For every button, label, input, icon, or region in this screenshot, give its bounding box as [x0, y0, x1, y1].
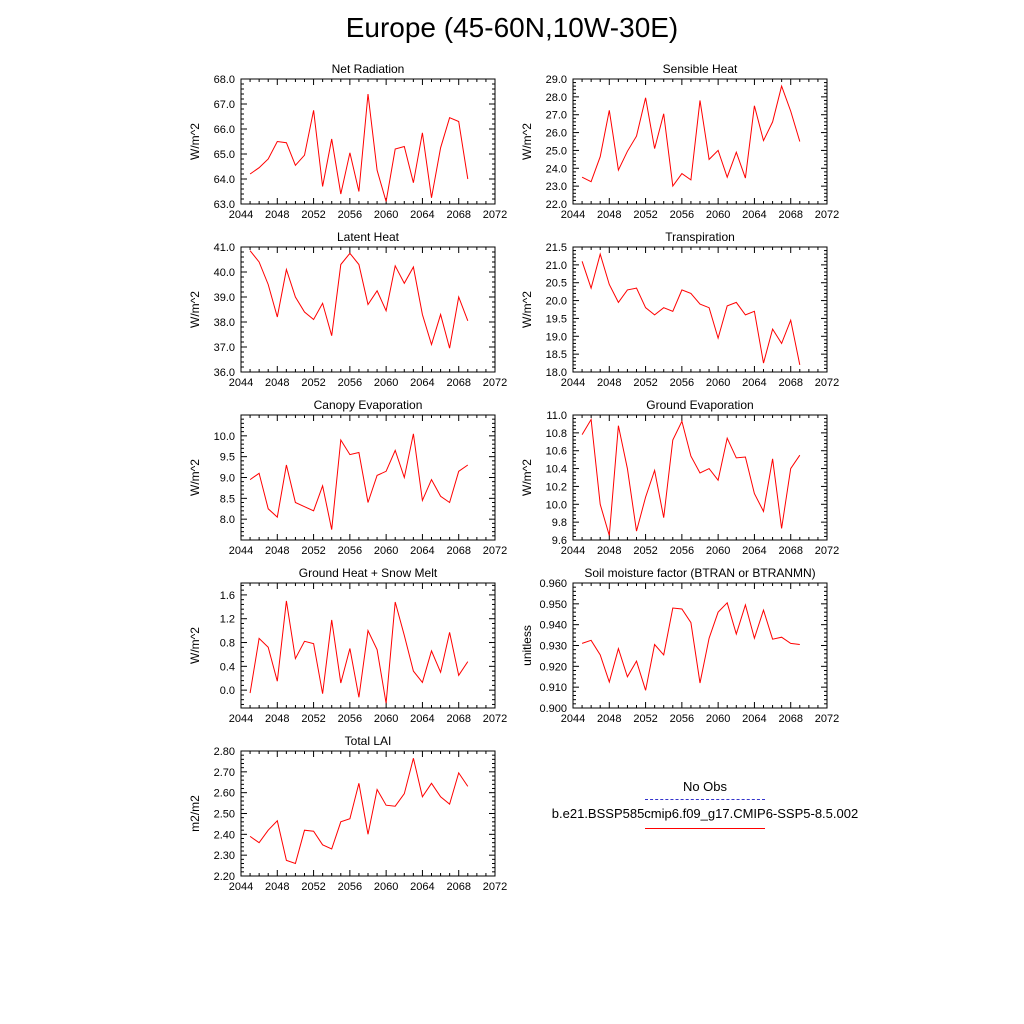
legend-model-label: b.e21.BSSP585cmip6.f09_g17.CMIP6-SSP5-8.5.002 [551, 806, 859, 821]
x-tick-label: 2048 [265, 545, 290, 557]
y-tick-label: 29.0 [545, 74, 567, 86]
x-tick-label: 2068 [778, 377, 803, 389]
x-tick-label: 2044 [228, 881, 254, 893]
figure-title: Europe (45-60N,10W-30E) [345, 12, 679, 43]
y-tick-label: 23.0 [545, 181, 567, 194]
chart-title: Net Radiation [331, 62, 405, 76]
y-tick-label: 0.8 [219, 637, 235, 650]
plot-frame [573, 247, 827, 372]
y-tick-label: 40.0 [213, 267, 235, 279]
y-tick-label: 67.0 [213, 99, 235, 111]
series-line-1 [250, 251, 468, 349]
chart-title: Soil moisture factor (BTRAN or BTRANMN) [584, 566, 816, 580]
y-tick-label: 8.5 [219, 493, 235, 506]
x-tick-label: 2056 [669, 209, 695, 221]
legend-obs-label: No Obs [682, 779, 728, 794]
x-tick-label: 2044 [560, 377, 586, 389]
x-tick-label: 2044 [560, 713, 586, 725]
x-tick-label: 2056 [337, 209, 363, 221]
y-axis-label: W/m^2 [188, 627, 202, 664]
x-tick-label: 2060 [373, 377, 399, 389]
y-tick-label: 9.0 [219, 472, 235, 485]
x-tick-label: 2044 [228, 713, 254, 725]
chart-title: Transpiration [665, 230, 735, 244]
y-tick-label: 8.0 [219, 514, 235, 527]
legend-model-line [645, 828, 765, 829]
y-tick-label: 37.0 [213, 342, 235, 354]
x-tick-label: 2048 [265, 209, 290, 221]
series-line-1 [582, 254, 800, 365]
x-tick-label: 2044 [228, 377, 254, 389]
x-tick-label: 2048 [265, 377, 290, 389]
y-tick-label: 20.0 [545, 295, 567, 308]
x-tick-label: 2052 [633, 209, 658, 221]
y-tick-label: 26.0 [545, 127, 567, 140]
x-tick-label: 2068 [778, 545, 803, 557]
x-tick-label: 2064 [742, 377, 767, 389]
x-tick-label: 2064 [742, 545, 767, 557]
y-tick-label: 1.2 [219, 613, 235, 626]
x-tick-label: 2064 [742, 209, 767, 221]
y-tick-label: 21.5 [545, 242, 567, 254]
y-axis-label: unitless [520, 625, 534, 666]
y-tick-label: 0.4 [219, 661, 235, 674]
y-axis-label: W/m^2 [188, 291, 202, 328]
y-tick-label: 10.8 [545, 427, 567, 440]
x-tick-label: 2056 [337, 377, 363, 389]
chart-panel-8 [520, 566, 839, 725]
x-tick-label: 2052 [301, 881, 326, 893]
y-tick-label: 10.0 [213, 430, 235, 443]
x-tick-label: 2056 [337, 545, 363, 557]
x-tick-label: 2056 [669, 545, 695, 557]
y-tick-label: 0.930 [539, 640, 567, 653]
x-tick-label: 2068 [778, 209, 803, 221]
x-tick-label: 2052 [301, 713, 326, 725]
y-tick-label: 39.0 [213, 292, 235, 304]
chart-title: Total LAI [344, 734, 392, 748]
y-tick-label: 65.0 [213, 149, 235, 161]
y-tick-label: 2.80 [213, 746, 235, 758]
chart-title: Ground Evaporation [646, 398, 754, 412]
y-tick-label: 19.0 [545, 331, 567, 344]
y-tick-label: 10.0 [545, 499, 567, 512]
x-tick-label: 2060 [705, 713, 731, 725]
y-tick-label: 41.0 [213, 242, 235, 254]
chart-panel-3 [188, 230, 507, 389]
y-tick-label: 2.40 [213, 829, 235, 842]
y-tick-label: 27.0 [545, 109, 567, 122]
series-line-1 [582, 420, 800, 536]
y-tick-label: 20.5 [545, 277, 567, 290]
x-tick-label: 2060 [705, 545, 731, 557]
y-tick-label: 25.0 [545, 145, 567, 158]
x-tick-label: 2072 [814, 545, 840, 557]
x-tick-label: 2060 [705, 209, 731, 221]
y-tick-label: 9.6 [551, 535, 567, 547]
x-tick-label: 2056 [337, 713, 363, 725]
x-tick-label: 2048 [597, 545, 622, 557]
chart-panel-4 [520, 230, 839, 389]
x-tick-label: 2052 [633, 713, 658, 725]
x-tick-label: 2044 [560, 545, 586, 557]
y-tick-label: 2.50 [213, 808, 235, 821]
chart-panel-5 [188, 398, 507, 557]
y-tick-label: 9.5 [219, 451, 235, 464]
x-tick-label: 2072 [482, 209, 508, 221]
y-tick-label: 0.920 [539, 661, 567, 674]
x-tick-label: 2048 [265, 881, 290, 893]
x-tick-label: 2044 [560, 209, 586, 221]
x-tick-label: 2072 [814, 377, 840, 389]
x-tick-label: 2060 [373, 545, 399, 557]
x-tick-label: 2056 [337, 881, 363, 893]
series-line-1 [582, 86, 800, 186]
x-tick-label: 2060 [705, 377, 731, 389]
chart-panel-1 [188, 62, 507, 221]
plot-frame [573, 583, 827, 708]
plot-frame [241, 751, 495, 876]
y-tick-label: 9.8 [551, 517, 567, 530]
series-line-1 [250, 758, 468, 863]
y-tick-label: 18.0 [545, 367, 567, 379]
x-tick-label: 2052 [633, 377, 658, 389]
y-tick-label: 10.6 [545, 445, 567, 458]
x-tick-label: 2044 [228, 545, 254, 557]
x-tick-label: 2064 [410, 377, 435, 389]
y-tick-label: 0.0 [219, 685, 235, 698]
x-tick-label: 2056 [669, 377, 695, 389]
x-tick-label: 2072 [482, 377, 508, 389]
chart-title: Canopy Evaporation [313, 398, 423, 412]
y-tick-label: 19.5 [545, 313, 567, 326]
x-tick-label: 2048 [265, 713, 290, 725]
x-tick-label: 2060 [373, 713, 399, 725]
series-line-1 [250, 601, 468, 703]
chart-panel-6 [520, 398, 839, 557]
series-line-1 [250, 434, 468, 530]
y-tick-label: 38.0 [213, 317, 235, 329]
y-tick-label: 24.0 [545, 163, 567, 176]
y-tick-label: 0.910 [539, 682, 567, 695]
chart-title: Sensible Heat [662, 62, 738, 76]
x-tick-label: 2052 [301, 209, 326, 221]
y-tick-label: 63.0 [213, 199, 235, 211]
x-tick-label: 2064 [742, 713, 767, 725]
y-tick-label: 2.70 [213, 766, 235, 779]
legend-obs-line [645, 799, 765, 800]
x-tick-label: 2064 [410, 881, 435, 893]
y-axis-label: W/m^2 [520, 123, 534, 160]
y-tick-label: 28.0 [545, 91, 567, 104]
x-tick-label: 2072 [482, 881, 508, 893]
x-tick-label: 2052 [301, 545, 326, 557]
x-tick-label: 2068 [446, 377, 471, 389]
x-tick-label: 2064 [410, 545, 435, 557]
x-tick-label: 2072 [482, 545, 508, 557]
series-line-1 [582, 603, 800, 691]
x-tick-label: 2072 [814, 209, 840, 221]
y-tick-label: 21.0 [545, 259, 567, 272]
y-tick-label: 1.6 [219, 589, 235, 602]
y-tick-label: 0.960 [539, 578, 567, 590]
x-tick-label: 2068 [446, 209, 471, 221]
legend [530, 778, 880, 829]
y-tick-label: 0.950 [539, 598, 567, 611]
y-tick-label: 68.0 [213, 74, 235, 86]
x-tick-label: 2064 [410, 209, 435, 221]
x-tick-label: 2052 [633, 545, 658, 557]
x-tick-label: 2060 [373, 209, 399, 221]
y-tick-label: 18.5 [545, 349, 567, 362]
y-tick-label: 0.900 [539, 703, 567, 715]
x-tick-label: 2068 [446, 545, 471, 557]
x-tick-label: 2068 [446, 881, 471, 893]
y-axis-label: W/m^2 [188, 459, 202, 496]
y-axis-label: W/m^2 [188, 123, 202, 160]
y-axis-label: m2/m2 [188, 795, 202, 832]
y-tick-label: 2.30 [213, 850, 235, 863]
x-tick-label: 2068 [778, 713, 803, 725]
chart-panel-7 [188, 566, 507, 725]
x-tick-label: 2064 [410, 713, 435, 725]
y-tick-label: 10.2 [545, 481, 567, 494]
y-tick-label: 11.0 [546, 410, 567, 422]
x-tick-label: 2048 [597, 713, 622, 725]
x-tick-label: 2052 [301, 377, 326, 389]
x-tick-label: 2068 [446, 713, 471, 725]
y-tick-label: 36.0 [213, 367, 235, 379]
y-axis-label: W/m^2 [520, 291, 534, 328]
y-tick-label: 66.0 [213, 124, 235, 136]
y-tick-label: 22.0 [545, 199, 567, 211]
x-tick-label: 2060 [373, 881, 399, 893]
chart-title: Latent Heat [336, 230, 400, 244]
y-tick-label: 2.60 [213, 787, 235, 800]
x-tick-label: 2048 [597, 377, 622, 389]
plot-frame [573, 79, 827, 204]
y-tick-label: 2.20 [213, 871, 235, 883]
y-tick-label: 10.4 [545, 463, 567, 476]
x-tick-label: 2056 [669, 713, 695, 725]
chart-panel-2 [520, 62, 839, 221]
series-line-1 [250, 94, 468, 202]
chart-panel-9 [188, 734, 507, 893]
y-tick-label: 64.0 [213, 174, 235, 186]
chart-title: Ground Heat + Snow Melt [298, 566, 438, 580]
x-tick-label: 2048 [597, 209, 622, 221]
x-tick-label: 2072 [482, 713, 508, 725]
plot-frame [241, 583, 495, 708]
y-axis-label: W/m^2 [520, 459, 534, 496]
y-tick-label: 0.940 [539, 619, 567, 632]
x-tick-label: 2044 [228, 209, 254, 221]
x-tick-label: 2072 [814, 713, 840, 725]
